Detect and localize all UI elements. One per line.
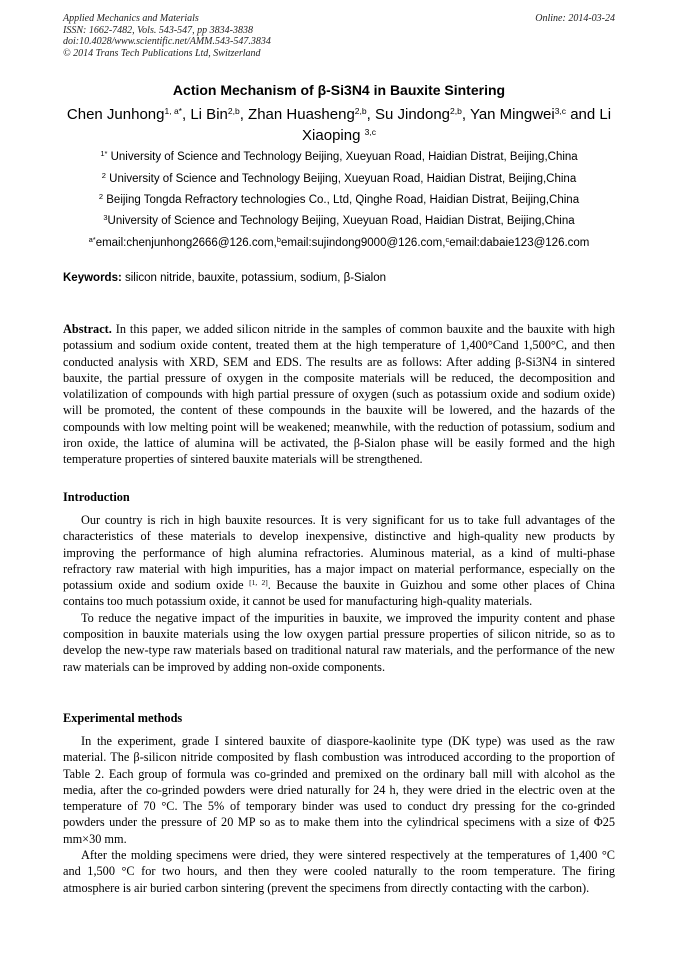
journal-name: Applied Mechanics and Materials xyxy=(63,13,199,24)
email-link[interactable]: email:sujindong9000@126.com, xyxy=(280,237,446,249)
keywords xyxy=(63,271,386,285)
experimental-paragraph-1: In the experiment, grade I sintered bauxite of diaspore-kaolinite type (DK type) was used as the raw material. The β-silicon nitride composited by flash combustion was introduced according to the proportion of Table 2. Each group of formula was co-grinded and premixed on the ordinary ball mill with alcohol as the media, after the co-grinded powders were dried naturally for 24 h, they were dried in the electric oven at the temperature of 70 °C. The 5% of temporary binder was used to conduct dry pressing for the co-grinded powders under the pressure of 20 MP so as to make them into the cylindrical specimens with a size of Φ25 mm×30 mm. xyxy=(63,734,615,846)
affiliation-sup: 1* xyxy=(100,149,108,158)
author-sup: 2,b xyxy=(450,106,462,116)
author-sep: , xyxy=(239,106,249,123)
author-name: Yan Mingwei xyxy=(469,106,555,123)
affiliation-sup: 2 xyxy=(98,192,104,201)
affiliation-text: Beijing Tongda Refractory technologies Co., Ltd, Qinghe Road, Haidian Distrat, Beijing,China xyxy=(103,194,580,206)
author-name: Li Bin xyxy=(190,106,228,123)
journal-header xyxy=(63,13,271,59)
email-link[interactable]: email:chenjunhong2666@126.com, xyxy=(95,237,277,249)
affiliation-sup: 3 xyxy=(103,213,108,222)
author-sup: 2,b xyxy=(227,106,240,116)
affiliation-text: University of Science and Technology Beijing, Xueyuan Road, Haidian Distrat, Beijing,China xyxy=(107,151,578,163)
experimental-body xyxy=(63,733,615,896)
abstract-label: Abstract. xyxy=(63,322,112,336)
paragraph-text: Our country is rich in high bauxite resources. It is very significant for us to take full advantages of the characteristics of these materials to develop inexpensive, distinctive and high-quality new products by improving the performance of high alumina refractories. Aluminous material, as a kind of multi-phase refractory raw material with high impurities, has a major impact on material performance, especially on the potassium oxide and sodium oxide xyxy=(63,513,615,593)
citation[interactable]: [1, 2] xyxy=(249,578,268,588)
author-name: Su Jindong xyxy=(374,106,451,123)
author-sup: 1, a* xyxy=(164,106,182,116)
doi-line[interactable]: doi:10.4028/www.scientific.net/AMM.543-547.3834 xyxy=(63,36,271,47)
online-date: Online: 2014-03-24 xyxy=(535,13,615,24)
affiliation-sup: 2 xyxy=(101,171,106,180)
email-link[interactable]: email:dabaie123@126.com xyxy=(449,237,590,249)
introduction-paragraph-2: To reduce the negative impact of the impurities in bauxite, we improved the impurity content and phase composition in bauxite materials using the low oxygen partial pressure properties of silicon nitride, so as to develop the new-type raw materials based on traditional natural raw materials, and the performance of the new raw materials can be improved by adding non-oxide components. xyxy=(63,610,615,674)
keywords-label: Keywords: xyxy=(63,272,122,284)
introduction-heading: Introduction xyxy=(63,490,130,504)
email-line xyxy=(0,236,678,250)
keywords-text: silicon nitride, bauxite, potassium, sodium, β-Sialon xyxy=(121,272,387,284)
author-sep: , xyxy=(182,106,191,123)
affiliation-1 xyxy=(0,150,678,164)
affiliation-2 xyxy=(0,172,678,186)
author-list xyxy=(40,104,638,146)
author-sup: 3,c xyxy=(364,127,376,137)
email-sup: b xyxy=(276,235,281,244)
experimental-heading: Experimental methods xyxy=(63,711,183,725)
abstract-text: In this paper, we added silicon nitride in the samples of common bauxite and the bauxite with high potassium and sodium oxide content, treated them at the high temperature of 1,400°Cand 1,500°C, and then conducted analysis with XRD, SEM and EDS. The results are as follows: After adding β-Si3N4 in sintered bauxite, the partial pressure of oxygen in the composite materials will be reduced, the decomposition and volatilization of compounds with high partial pressure of oxygen (such as potassium oxide and sodium oxide) will be promoted, the content of these compounds in the bauxite will be lowered, and the hazards of the compounds with low melting point will be weakened; meanwhile, with the reduction of potassium, sodium and iron oxide, the lattice of alumina will be activated, the β-Sialon phase will be easily formed and the high temperature properties of sintered bauxite materials will be strengthened. xyxy=(63,322,615,467)
author-sep: , xyxy=(461,106,470,123)
author-name: Zhan Huasheng xyxy=(248,106,355,123)
author-name: Chen Junhong xyxy=(66,106,165,123)
paragraph-text: . Because the bauxite in Guizhou and some other places of China contains too much potassium oxide, it cannot be used for manufacturing high-quality materials. xyxy=(63,578,616,609)
author-sup: 3,c xyxy=(554,106,567,116)
author-sep: , xyxy=(366,106,375,123)
author-sup: 2,b xyxy=(354,106,367,116)
affiliation-3 xyxy=(0,193,678,207)
email-sup: a* xyxy=(88,235,96,244)
introduction-body xyxy=(63,512,615,675)
paper-title: Action Mechanism of β-Si3N4 in Bauxite Sintering xyxy=(172,82,506,98)
affiliation-text: University of Science and Technology Beijing, Xueyuan Road, Haidian Distrat, Beijing,China xyxy=(107,215,575,227)
affiliation-text: University of Science and Technology Beijing, Xueyuan Road, Haidian Distrat, Beijing,China xyxy=(105,173,577,185)
author-name: and Li Xiaoping xyxy=(302,106,612,144)
affiliation-4 xyxy=(0,214,678,228)
abstract xyxy=(63,321,615,468)
copyright-line: © 2014 Trans Tech Publications Ltd, Switzerland xyxy=(63,47,261,59)
email-sup: c xyxy=(445,235,450,244)
experimental-paragraph-2: After the molding specimens were dried, they were sintered respectively at the temperatures of 1,400 °C and 1,500 °C for two hours, and then they were cooled naturally to the room temperature. The firing atmosphere is air buried carbon sintering (prevent the specimens from directly contacting with the carbon). xyxy=(63,848,615,895)
issn-line: ISSN: 1662-7482, Vols. 543-547, pp 3834-3838 xyxy=(63,24,253,36)
introduction-paragraph-1 xyxy=(63,512,615,610)
